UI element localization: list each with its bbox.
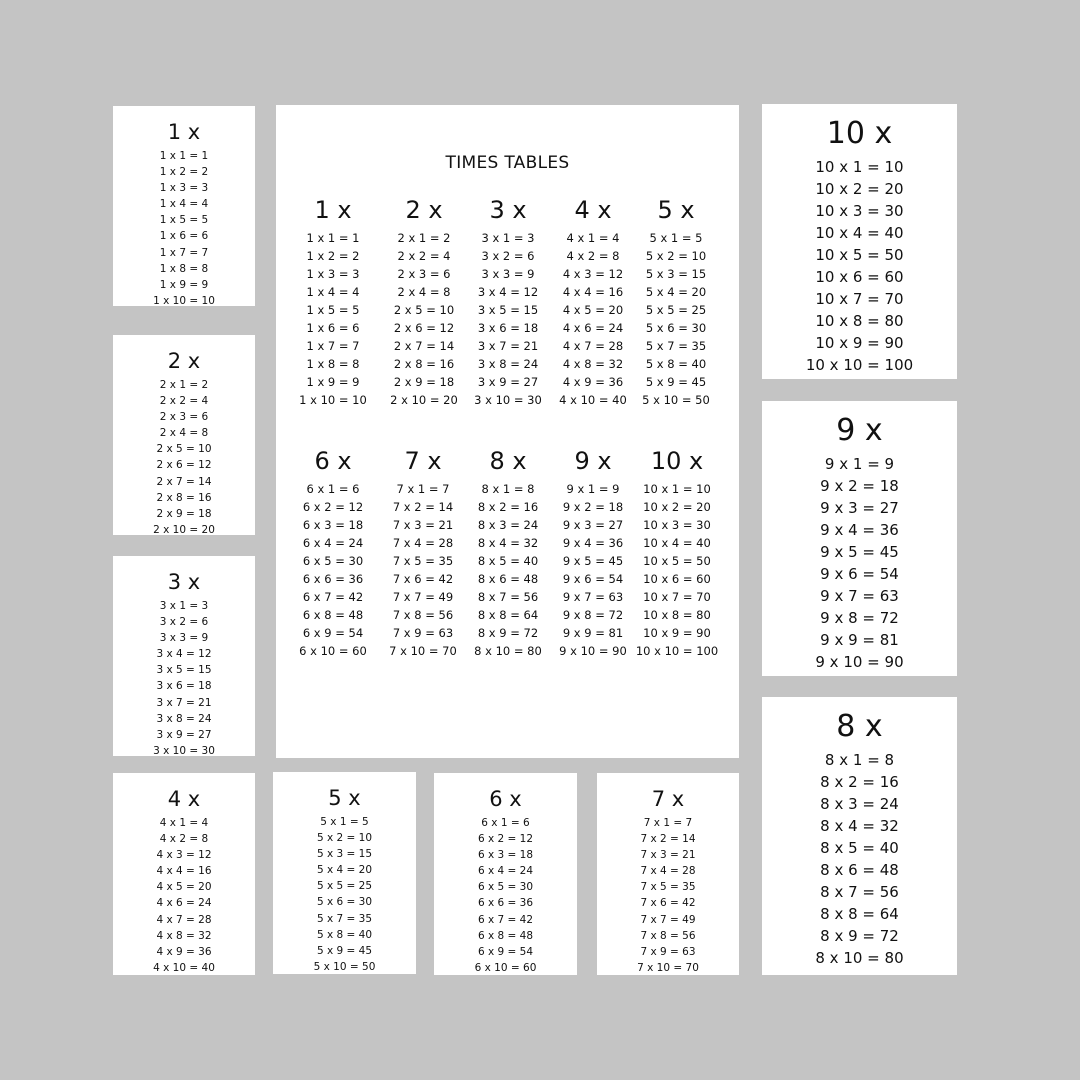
table-row: 10 x 9 = 90 (643, 626, 711, 640)
table-row: 9 x 9 = 81 (562, 626, 624, 640)
table-row: 5 x 4 = 20 (316, 864, 373, 877)
table-row: 6 x 2 = 12 (477, 833, 534, 846)
table-row: 7 x 2 = 14 (392, 500, 454, 514)
table-row: 7 x 4 = 28 (640, 865, 696, 878)
table-row: 10 x 4 = 40 (643, 536, 711, 550)
table-row: 6 x 9 = 54 (302, 626, 364, 640)
table-row: 10 x 6 = 60 (815, 268, 904, 286)
table-row: 8 x 1 = 8 (824, 751, 895, 769)
table-header: 7 x (651, 787, 685, 811)
table-row: 1 x 4 = 4 (306, 285, 360, 299)
table-row: 6 x 4 = 24 (302, 536, 364, 550)
table-row: 3 x 2 = 6 (481, 249, 535, 263)
table-row: 6 x 7 = 42 (477, 913, 534, 926)
table-row: 10 x 8 = 80 (643, 608, 711, 622)
table-rows (474, 480, 542, 660)
table-row: 2 x 9 = 18 (156, 507, 212, 520)
table-header: 3 x (167, 570, 201, 594)
table-row: 1 x 9 = 9 (159, 278, 209, 291)
table-rows (299, 480, 367, 660)
poster-table-2 (379, 195, 469, 409)
table-row: 2 x 8 = 16 (393, 357, 455, 371)
table-row: 10 x 2 = 20 (815, 180, 904, 198)
table-header: 7 x (404, 447, 442, 475)
table-row: 3 x 2 = 6 (159, 616, 209, 629)
card-table-8 (762, 697, 957, 975)
table-row: 9 x 3 = 27 (820, 499, 899, 517)
table-row: 6 x 6 = 36 (477, 897, 534, 910)
table-row: 9 x 4 = 36 (820, 521, 899, 539)
table-rows (637, 815, 699, 976)
poster-table-8 (463, 446, 553, 660)
table-rows (806, 156, 913, 376)
table-header: 5 x (657, 196, 695, 224)
table-row: 3 x 8 = 24 (477, 357, 539, 371)
card-table-1 (113, 106, 255, 306)
table-row: 10 x 3 = 30 (643, 518, 711, 532)
table-row: 4 x 9 = 36 (156, 945, 212, 958)
table-row: 1 x 5 = 5 (159, 214, 209, 227)
table-row: 6 x 9 = 54 (477, 945, 534, 958)
table-row: 7 x 6 = 42 (392, 572, 454, 586)
poster-title: TIMES TABLES (445, 153, 570, 173)
table-row: 10 x 9 = 90 (815, 334, 904, 352)
table-row: 6 x 10 = 60 (299, 644, 367, 658)
table-row: 1 x 1 = 1 (306, 231, 360, 245)
table-row: 9 x 2 = 18 (820, 477, 899, 495)
table-row: 5 x 1 = 5 (649, 231, 703, 245)
table-row: 2 x 10 = 20 (390, 393, 458, 407)
table-row: 1 x 10 = 10 (299, 393, 367, 407)
table-rows (475, 815, 537, 976)
table-row: 3 x 1 = 3 (481, 231, 535, 245)
table-row: 4 x 6 = 24 (156, 897, 212, 910)
table-row: 4 x 4 = 16 (156, 865, 212, 878)
table-row: 9 x 1 = 9 (566, 482, 620, 496)
table-row: 2 x 6 = 12 (156, 459, 212, 472)
table-row: 7 x 9 = 63 (640, 945, 696, 958)
table-row: 9 x 1 = 9 (824, 455, 895, 473)
table-row: 3 x 5 = 15 (477, 303, 539, 317)
table-row: 6 x 3 = 18 (477, 849, 534, 862)
table-row: 1 x 10 = 10 (153, 294, 215, 307)
table-rows (636, 480, 718, 660)
table-row: 5 x 8 = 40 (645, 357, 707, 371)
table-row: 10 x 7 = 70 (643, 590, 711, 604)
table-row: 2 x 5 = 10 (393, 303, 455, 317)
table-row: 5 x 5 = 25 (645, 303, 707, 317)
table-row: 7 x 1 = 7 (396, 482, 450, 496)
table-row: 4 x 5 = 20 (562, 303, 624, 317)
table-header: 8 x (489, 447, 527, 475)
table-row: 8 x 6 = 48 (820, 861, 899, 879)
card-table-6 (434, 773, 577, 975)
table-row: 4 x 8 = 32 (156, 929, 212, 942)
table-row: 10 x 5 = 50 (815, 246, 904, 264)
table-row: 2 x 4 = 8 (397, 285, 451, 299)
table-row: 6 x 2 = 12 (302, 500, 364, 514)
table-row: 4 x 1 = 4 (159, 817, 209, 829)
table-row: 2 x 7 = 14 (156, 475, 212, 488)
table-row: 4 x 3 = 12 (562, 267, 624, 281)
table-row: 5 x 10 = 50 (313, 960, 376, 973)
table-row: 2 x 1 = 2 (397, 231, 451, 245)
table-row: 9 x 5 = 45 (562, 554, 624, 568)
table-rows (153, 598, 215, 759)
table-row: 2 x 6 = 12 (393, 321, 455, 335)
table-row: 10 x 7 = 70 (815, 290, 904, 308)
poster-table-5 (631, 195, 721, 409)
table-row: 5 x 3 = 15 (316, 848, 373, 861)
table-rows (314, 814, 376, 975)
table-row: 10 x 10 = 100 (805, 356, 914, 374)
card-table-10 (762, 104, 957, 379)
table-header: 3 x (489, 196, 527, 224)
card-table-9 (762, 401, 957, 676)
poster-table-9 (548, 446, 638, 660)
table-row: 9 x 6 = 54 (562, 572, 624, 586)
table-row: 2 x 9 = 18 (393, 375, 455, 389)
table-row: 6 x 1 = 6 (481, 817, 530, 829)
table-row: 4 x 10 = 40 (153, 961, 215, 974)
table-row: 3 x 1 = 3 (159, 600, 209, 612)
table-row: 4 x 10 = 40 (559, 393, 627, 407)
table-row: 10 x 8 = 80 (815, 312, 904, 330)
table-row: 6 x 7 = 42 (302, 590, 364, 604)
table-row: 1 x 2 = 2 (306, 249, 360, 263)
table-row: 4 x 2 = 8 (159, 833, 209, 846)
table-row: 1 x 5 = 5 (306, 303, 360, 317)
table-rows (153, 815, 215, 976)
table-row: 8 x 1 = 8 (481, 482, 535, 496)
table-row: 7 x 5 = 35 (640, 881, 696, 894)
table-row: 7 x 1 = 7 (643, 817, 693, 829)
table-row: 10 x 10 = 100 (635, 644, 719, 658)
table-row: 4 x 1 = 4 (566, 231, 620, 245)
table-row: 10 x 1 = 10 (643, 482, 711, 496)
card-table-4 (113, 773, 255, 975)
table-header: 2 x (405, 196, 443, 224)
table-row: 1 x 7 = 7 (159, 246, 209, 259)
table-header: 1 x (314, 196, 352, 224)
table-row: 3 x 8 = 24 (156, 712, 212, 725)
table-row: 2 x 7 = 14 (393, 339, 455, 353)
card-table-5 (273, 772, 416, 974)
table-row: 10 x 1 = 10 (815, 158, 904, 176)
table-row: 3 x 9 = 27 (477, 375, 539, 389)
table-row: 6 x 5 = 30 (477, 881, 534, 894)
table-row: 7 x 4 = 28 (392, 536, 454, 550)
table-row: 3 x 6 = 18 (477, 321, 539, 335)
table-row: 1 x 3 = 3 (306, 267, 360, 281)
table-header: 8 x (836, 709, 883, 744)
table-rows (153, 148, 215, 309)
card-table-3 (113, 556, 255, 756)
table-row: 2 x 4 = 8 (159, 427, 209, 440)
table-rows (153, 377, 215, 538)
table-header: 6 x (489, 787, 522, 811)
table-header: 9 x (574, 447, 612, 475)
table-rows (390, 229, 458, 409)
table-row: 3 x 9 = 27 (156, 728, 212, 741)
table-row: 1 x 7 = 7 (306, 339, 360, 353)
table-row: 3 x 3 = 9 (481, 267, 535, 281)
table-rows (815, 453, 903, 673)
table-row: 7 x 7 = 49 (392, 590, 454, 604)
table-row: 2 x 8 = 16 (156, 491, 212, 504)
table-row: 8 x 9 = 72 (477, 626, 539, 640)
table-header: 5 x (328, 786, 361, 810)
table-row: 7 x 8 = 56 (392, 608, 454, 622)
table-row: 9 x 10 = 90 (815, 653, 904, 671)
table-row: 10 x 3 = 30 (815, 202, 904, 220)
table-row: 8 x 10 = 80 (474, 644, 542, 658)
table-row: 4 x 2 = 8 (566, 249, 620, 263)
table-row: 7 x 7 = 49 (640, 913, 696, 926)
card-table-7 (597, 773, 739, 975)
table-row: 3 x 5 = 15 (156, 664, 212, 677)
table-row: 9 x 3 = 27 (562, 518, 624, 532)
table-row: 9 x 7 = 63 (820, 587, 899, 605)
table-row: 8 x 7 = 56 (820, 883, 899, 901)
table-row: 3 x 6 = 18 (156, 680, 212, 693)
table-row: 5 x 4 = 20 (645, 285, 707, 299)
table-row: 2 x 3 = 6 (397, 267, 451, 281)
table-header: 6 x (314, 447, 352, 475)
table-row: 6 x 8 = 48 (477, 929, 534, 942)
table-row: 3 x 7 = 21 (477, 339, 539, 353)
table-row: 5 x 5 = 25 (316, 880, 373, 893)
table-row: 3 x 3 = 9 (159, 632, 209, 645)
table-row: 1 x 1 = 1 (159, 150, 209, 162)
table-row: 6 x 4 = 24 (477, 865, 534, 878)
table-row: 7 x 10 = 70 (637, 961, 699, 974)
table-row: 8 x 8 = 64 (820, 905, 899, 923)
table-row: 8 x 2 = 16 (477, 500, 539, 514)
table-row: 3 x 4 = 12 (156, 648, 212, 661)
table-row: 2 x 1 = 2 (159, 379, 209, 391)
table-header: 10 x (826, 116, 893, 151)
table-row: 7 x 8 = 56 (640, 929, 696, 942)
table-row: 1 x 3 = 3 (159, 182, 209, 195)
table-row: 10 x 6 = 60 (643, 572, 711, 586)
table-row: 9 x 2 = 18 (562, 500, 624, 514)
table-row: 6 x 5 = 30 (302, 554, 364, 568)
table-row: 7 x 2 = 14 (640, 833, 696, 846)
table-row: 1 x 6 = 6 (306, 321, 360, 335)
table-row: 5 x 9 = 45 (316, 944, 373, 957)
table-rows (389, 480, 457, 660)
card-table-2 (113, 335, 255, 535)
table-row: 5 x 7 = 35 (645, 339, 707, 353)
table-row: 6 x 10 = 60 (474, 961, 537, 974)
table-row: 1 x 9 = 9 (306, 375, 360, 389)
table-row: 10 x 4 = 40 (815, 224, 904, 242)
table-row: 1 x 8 = 8 (159, 262, 209, 275)
table-row: 5 x 3 = 15 (645, 267, 707, 281)
table-row: 5 x 9 = 45 (645, 375, 707, 389)
table-row: 1 x 2 = 2 (159, 166, 209, 179)
table-row: 5 x 6 = 30 (645, 321, 707, 335)
table-rows (299, 229, 367, 409)
table-header: 4 x (574, 196, 612, 224)
table-row: 7 x 5 = 35 (392, 554, 454, 568)
table-row: 5 x 2 = 10 (645, 249, 707, 263)
poster-table-4 (548, 195, 638, 409)
table-row: 8 x 4 = 32 (820, 817, 899, 835)
poster-table-3 (463, 195, 553, 409)
table-row: 9 x 4 = 36 (562, 536, 624, 550)
table-row: 8 x 9 = 72 (820, 927, 899, 945)
table-row: 8 x 7 = 56 (477, 590, 539, 604)
table-row: 8 x 10 = 80 (815, 949, 904, 967)
table-row: 9 x 8 = 72 (820, 609, 899, 627)
table-row: 10 x 2 = 20 (643, 500, 711, 514)
table-row: 2 x 2 = 4 (159, 395, 209, 408)
table-rows (474, 229, 542, 409)
table-header: 2 x (167, 349, 201, 373)
table-row: 6 x 6 = 36 (302, 572, 364, 586)
table-row: 4 x 9 = 36 (562, 375, 624, 389)
table-row: 7 x 3 = 21 (392, 518, 454, 532)
times-tables-poster (276, 105, 739, 758)
table-row: 3 x 10 = 30 (153, 744, 215, 757)
table-row: 4 x 3 = 12 (156, 849, 212, 862)
table-row: 8 x 8 = 64 (477, 608, 539, 622)
poster-table-7 (378, 446, 468, 660)
table-header: 1 x (167, 120, 201, 144)
table-row: 2 x 10 = 20 (153, 523, 215, 536)
table-row: 5 x 10 = 50 (642, 393, 710, 407)
table-row: 1 x 8 = 8 (306, 357, 360, 371)
table-row: 4 x 5 = 20 (156, 881, 212, 894)
table-row: 4 x 8 = 32 (562, 357, 624, 371)
table-row: 9 x 9 = 81 (820, 631, 899, 649)
poster-table-6 (288, 446, 378, 660)
table-row: 9 x 5 = 45 (820, 543, 899, 561)
table-rows (559, 480, 627, 660)
table-rows (559, 229, 627, 409)
table-row: 3 x 10 = 30 (474, 393, 542, 407)
table-row: 8 x 4 = 32 (477, 536, 539, 550)
table-row: 5 x 6 = 30 (316, 896, 373, 909)
table-row: 4 x 6 = 24 (562, 321, 624, 335)
table-row: 9 x 10 = 90 (559, 644, 627, 658)
table-row: 4 x 4 = 16 (562, 285, 624, 299)
table-row: 6 x 3 = 18 (302, 518, 364, 532)
table-row: 4 x 7 = 28 (562, 339, 624, 353)
table-row: 5 x 1 = 5 (320, 816, 369, 828)
table-row: 8 x 6 = 48 (477, 572, 539, 586)
table-row: 1 x 6 = 6 (159, 230, 209, 243)
table-row: 5 x 2 = 10 (316, 832, 373, 845)
table-row: 4 x 7 = 28 (156, 913, 212, 926)
table-row: 7 x 3 = 21 (640, 849, 696, 862)
table-row: 6 x 8 = 48 (302, 608, 364, 622)
table-rows (815, 749, 903, 969)
table-row: 6 x 1 = 6 (306, 482, 360, 496)
table-row: 7 x 6 = 42 (640, 897, 696, 910)
table-row: 7 x 10 = 70 (389, 644, 457, 658)
table-header: 9 x (836, 413, 883, 448)
table-rows (642, 229, 710, 409)
table-row: 1 x 4 = 4 (159, 198, 209, 211)
table-row: 2 x 2 = 4 (397, 249, 451, 263)
table-row: 8 x 5 = 40 (820, 839, 899, 857)
table-row: 9 x 7 = 63 (562, 590, 624, 604)
poster-table-1 (288, 195, 378, 409)
table-row: 8 x 2 = 16 (820, 773, 899, 791)
table-header: 10 x (650, 447, 704, 475)
table-row: 2 x 5 = 10 (156, 443, 212, 456)
table-row: 8 x 3 = 24 (477, 518, 539, 532)
poster-table-10 (632, 446, 722, 660)
table-row: 8 x 3 = 24 (820, 795, 899, 813)
table-row: 8 x 5 = 40 (477, 554, 539, 568)
table-row: 5 x 7 = 35 (316, 912, 373, 925)
table-row: 9 x 6 = 54 (820, 565, 899, 583)
table-row: 7 x 9 = 63 (392, 626, 454, 640)
table-row: 9 x 8 = 72 (562, 608, 624, 622)
table-row: 2 x 3 = 6 (159, 411, 209, 424)
table-row: 3 x 7 = 21 (156, 696, 212, 709)
table-row: 5 x 8 = 40 (316, 928, 373, 941)
table-row: 10 x 5 = 50 (643, 554, 711, 568)
table-row: 3 x 4 = 12 (477, 285, 539, 299)
table-header: 4 x (167, 787, 201, 811)
